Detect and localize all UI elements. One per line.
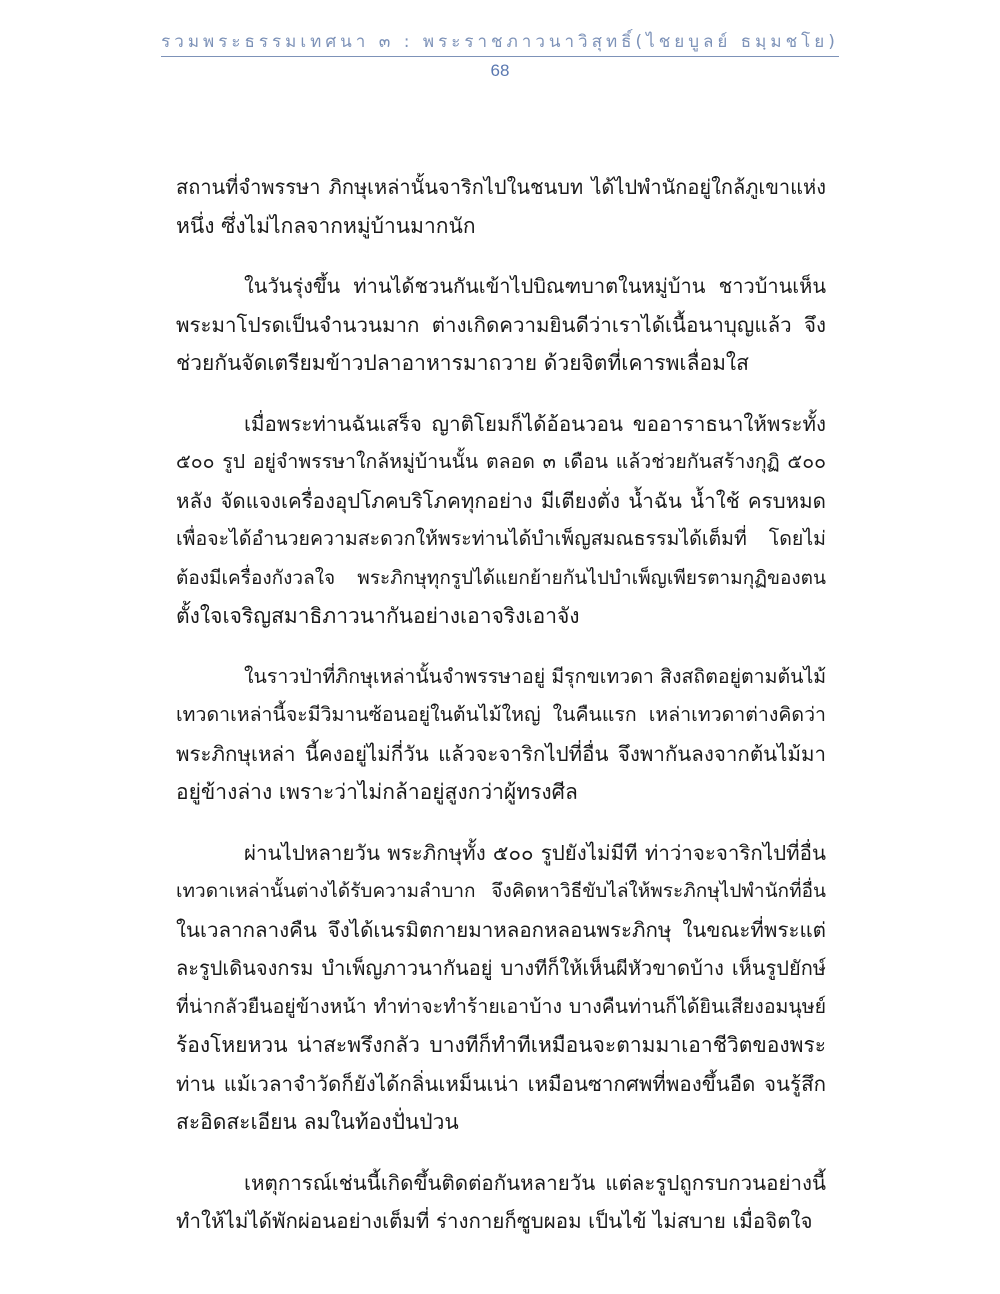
paragraph <box>176 405 826 636</box>
text-line: เมื่อพระท่านฉันเสร็จ ญาติโยมก็ได้อ้อนวอน ขออาราธนาให้พระทั้ง <box>244 411 826 436</box>
text-line: หลัง จัดแจงเครื่องอุปโภคบริโภคทุกอย่าง มีเตียงตั่ง น้ำฉัน น้ำใช้ ครบหมด <box>176 488 826 513</box>
text-line: ตั้งใจเจริญสมาธิภาวนากันอย่างเอาจริงเอาจัง <box>176 604 580 628</box>
text-line: พระมาโปรดเป็นจำนวนมาก ต่างเกิดความยินดีว่าเราได้เนื้อนาบุญแล้ว จึง <box>176 312 826 337</box>
text-line: ที่น่ากลัวยืนอยู่ข้างหน้า ทำท่าจะทำร้ายเอาบ้าง บางคืนท่านก็ได้ยินเสียงอมนุษย์ <box>176 994 826 1018</box>
body-text <box>176 168 826 1263</box>
text-line: ๕๐๐ รูป อยู่จำพรรษาใกล้หมู่บ้านนั้น ตลอด ๓ เดือน แล้วช่วยกันสร้างกุฏิ ๕๐๐ <box>176 450 826 473</box>
paragraph <box>176 1164 826 1241</box>
text-line: หนึ่ง ซึ่งไม่ไกลจากหมู่บ้านมากนัก <box>176 213 476 238</box>
text-line: เพื่อจะได้อำนวยความสะดวกให้พระท่านได้บำเพ็ญสมณธรรมได้เต็มที่ โดยไม่ <box>176 527 826 550</box>
text-line: เหตุการณ์เช่นนี้เกิดขึ้นติดต่อกันหลายวัน แต่ละรูปถูกรบกวนอย่างนี้ <box>244 1170 826 1195</box>
page-number: 68 <box>490 61 510 80</box>
text-line: ต้องมีเครื่องกังวลใจ พระภิกษุทุกรูปได้แยกย้ายกันไปบำเพ็ญเพียรตามกุฏิของตน <box>176 566 826 589</box>
running-header-title: รวมพระธรรมเทศนา ๓ : พระราชภาวนาวิสุทธิ์(ไชยบูลย์ ธมฺมชโย) <box>161 30 839 57</box>
text-line: ในราวป่าที่ภิกษุเหล่านั้นจำพรรษาอยู่ มีรุกขเทวดา สิงสถิตอยู่ตามต้นไม้ <box>244 664 827 688</box>
text-line: ในวันรุ่งขึ้น ท่านได้ชวนกันเข้าไปบิณฑบาตในหมู่บ้าน ชาวบ้านเห็น <box>244 274 826 298</box>
text-line: ทำให้ไม่ได้พักผ่อนอย่างเต็มที่ ร่างกายก็ซูบผอม เป็นไข้ ไม่สบาย เมื่อจิตใจ <box>176 1209 813 1233</box>
paragraph <box>176 658 826 812</box>
text-line: ในเวลากลางคืน จึงได้เนรมิตกายมาหลอกหลอนพระภิกษุ ในขณะที่พระแต่ <box>176 917 826 942</box>
text-line: ผ่านไปหลายวัน พระภิกษุทั้ง ๕๐๐ รูปยังไม่มีที ท่าว่าจะจาริกไปที่อื่น <box>244 840 826 865</box>
text-line: เทวดาเหล่านั้นต่างได้รับความลำบาก จึงคิดหาวิธีขับไล่ให้พระภิกษุไปพำนักที่อื่น <box>176 880 826 902</box>
paragraph <box>176 168 826 245</box>
text-line: ร้องโหยหวน น่าสะพรึงกลัว บางทีก็ทำทีเหมือนจะตามมาเอาชีวิตของพระ <box>176 1033 826 1057</box>
text-line: สะอิดสะเอียน ลมในท้องปั่นป่วน <box>176 1110 459 1134</box>
page-header <box>0 30 1000 81</box>
text-line: ละรูปเดินจงกรม บำเพ็ญภาวนากันอยู่ บางทีก็ให้เห็นผีหัวขาดบ้าง เห็นรูปยักษ์ <box>176 956 826 980</box>
text-line: พระภิกษุเหล่า นี้คงอยู่ไม่กี่วัน แล้วจะจาริกไปที่อื่น จึงพากันลงจากต้นไม้มา <box>176 741 826 766</box>
text-line: เทวดาเหล่านี้จะมีวิมานซ้อนอยู่ในต้นไม้ใหญ่ ในคืนแรก เหล่าเทวดาต่างคิดว่า <box>176 703 826 726</box>
text-line: สถานที่จำพรรษา ภิกษุเหล่านั้นจาริกไปในชนบท ได้ไปพำนักอยู่ใกล้ภูเขาแห่ง <box>176 175 826 199</box>
text-line: ช่วยกันจัดเตรียมข้าวปลาอาหารมาถวาย ด้วยจิตที่เคารพเลื่อมใส <box>176 351 749 375</box>
paragraph <box>176 267 826 383</box>
text-line: อยู่ข้างล่าง เพราะว่าไม่กล้าอยู่สูงกว่าผู้ทรงศีล <box>176 780 578 804</box>
text-line: ท่าน แม้เวลาจำวัดก็ยังได้กลิ่นเหม็นเน่า เหมือนซากศพที่พองขึ้นอืด จนรู้สึก <box>176 1071 826 1096</box>
paragraph <box>176 834 826 1142</box>
